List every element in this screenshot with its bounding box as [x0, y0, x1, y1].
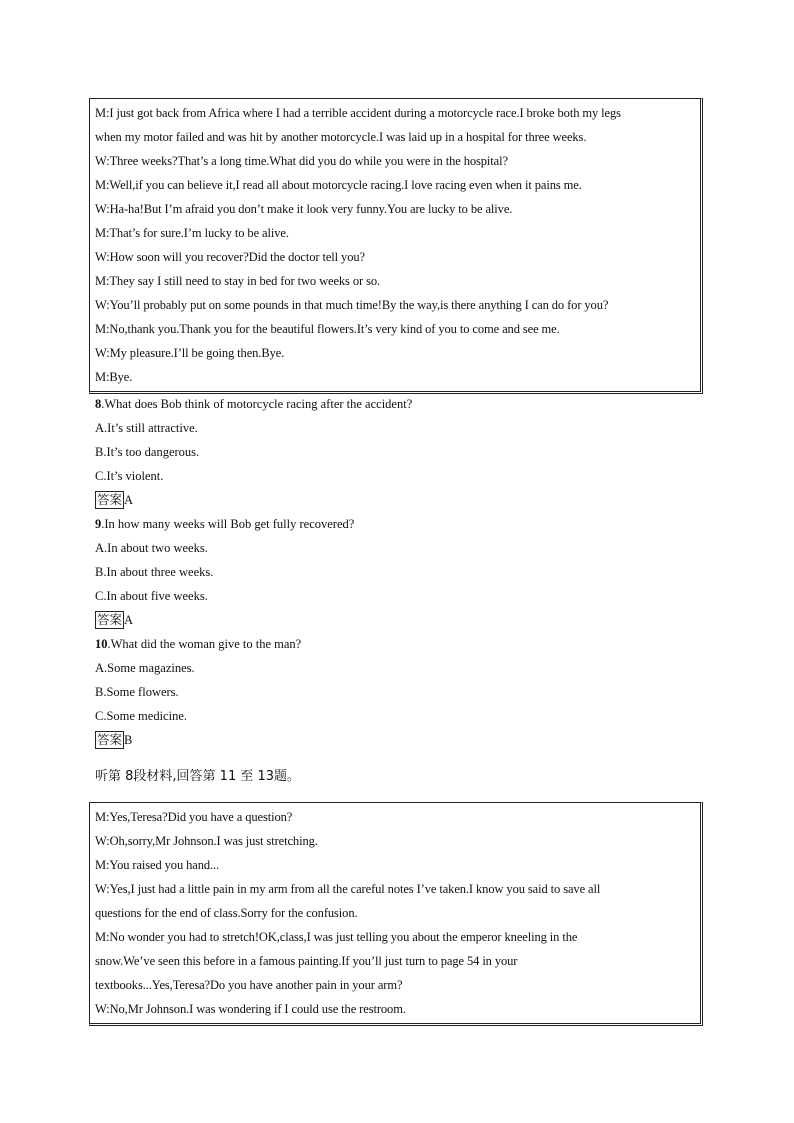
dialogue-box-2 [89, 802, 703, 1026]
answer-value: A [124, 493, 134, 507]
dialogue-line: W:My pleasure.I’ll be going then.Bye. [95, 346, 285, 360]
answer-label: 答案 [97, 492, 123, 507]
option-a: A.Some magazines. [95, 661, 195, 675]
dialogue-line: snow.We’ve seen this before in a famous painting.If you’ll just turn to page 54 in your [95, 954, 518, 968]
question-9 [95, 512, 705, 536]
dialogue-line: M:They say I still need to stay in bed for two weeks or so. [95, 274, 381, 288]
dialogue-line: W:Three weeks?That’s a long time.What did you do while you were in the hospital? [95, 154, 508, 168]
option-c: C.In about five weeks. [95, 589, 208, 603]
answer-value: A [124, 613, 134, 627]
question-number: 10 [95, 637, 108, 651]
dialogue-line: M:You raised you hand... [95, 858, 220, 872]
dialogue-line: M:Yes,Teresa?Did you have a question? [95, 810, 293, 824]
dialogue-line: when my motor failed and was hit by another motorcycle.I was laid up in a hospital for three weeks. [95, 130, 587, 144]
section-heading: 听第 8段材料,回答第 11 至 13题。 [95, 769, 301, 784]
question-10 [95, 632, 705, 656]
answer-label: 答案 [97, 732, 123, 747]
dialogue-line: M:No wonder you had to stretch!OK,class,I was just telling you about the emperor kneeling in the [95, 930, 578, 944]
question-number: 9 [95, 517, 102, 531]
dialogue-line: M:That’s for sure.I’m lucky to be alive. [95, 226, 289, 240]
option-b: B.In about three weeks. [95, 565, 214, 579]
answer-value: B [124, 733, 133, 747]
answer-row [95, 608, 705, 632]
option-c: C.Some medicine. [95, 709, 187, 723]
dialogue-line: W:You’ll probably put on some pounds in that much time!By the way,is there anything I can do for you? [95, 298, 609, 312]
question-text: .What does Bob think of motorcycle racing after the accident? [101, 397, 413, 411]
question-text: .In how many weeks will Bob get fully recovered? [101, 517, 355, 531]
dialogue-line: M:Bye. [95, 370, 133, 384]
dialogue-line: W:How soon will you recover?Did the doctor tell you? [95, 250, 365, 264]
dialogue-line: M:No,thank you.Thank you for the beautiful flowers.It’s very kind of you to come and see me. [95, 322, 560, 336]
dialogue-box-1 [89, 98, 703, 394]
dialogue-line: W:No,Mr Johnson.I was wondering if I could use the restroom. [95, 1002, 406, 1016]
question-number: 8 [95, 397, 102, 411]
option-c: C.It’s violent. [95, 469, 164, 483]
option-b: B.It’s too dangerous. [95, 445, 200, 459]
dialogue-line: W:Ha-ha!But I’m afraid you don’t make it look very funny.You are lucky to be alive. [95, 202, 513, 216]
option-a: A.In about two weeks. [95, 541, 208, 555]
question-text: .What did the woman give to the man? [107, 637, 302, 651]
dialogue-line: textbooks...Yes,Teresa?Do you have another pain in your arm? [95, 978, 403, 992]
question-8 [95, 392, 705, 416]
answer-row [95, 728, 705, 752]
dialogue-line: M:I just got back from Africa where I had a terrible accident during a motorcycle race.I broke both my legs [95, 106, 621, 120]
dialogue-line: W:Yes,I just had a little pain in my arm from all the careful notes I’ve taken.I know you said to save all [95, 882, 601, 896]
option-a: A.It’s still attractive. [95, 421, 198, 435]
dialogue-line: questions for the end of class.Sorry for the confusion. [95, 906, 358, 920]
dialogue-line: W:Oh,sorry,Mr Johnson.I was just stretching. [95, 834, 318, 848]
question-block [95, 392, 705, 752]
answer-label: 答案 [97, 612, 123, 627]
option-b: B.Some flowers. [95, 685, 179, 699]
dialogue-line: M:Well,if you can believe it,I read all about motorcycle racing.I love racing even when it pains me. [95, 178, 582, 192]
answer-row [95, 488, 705, 512]
